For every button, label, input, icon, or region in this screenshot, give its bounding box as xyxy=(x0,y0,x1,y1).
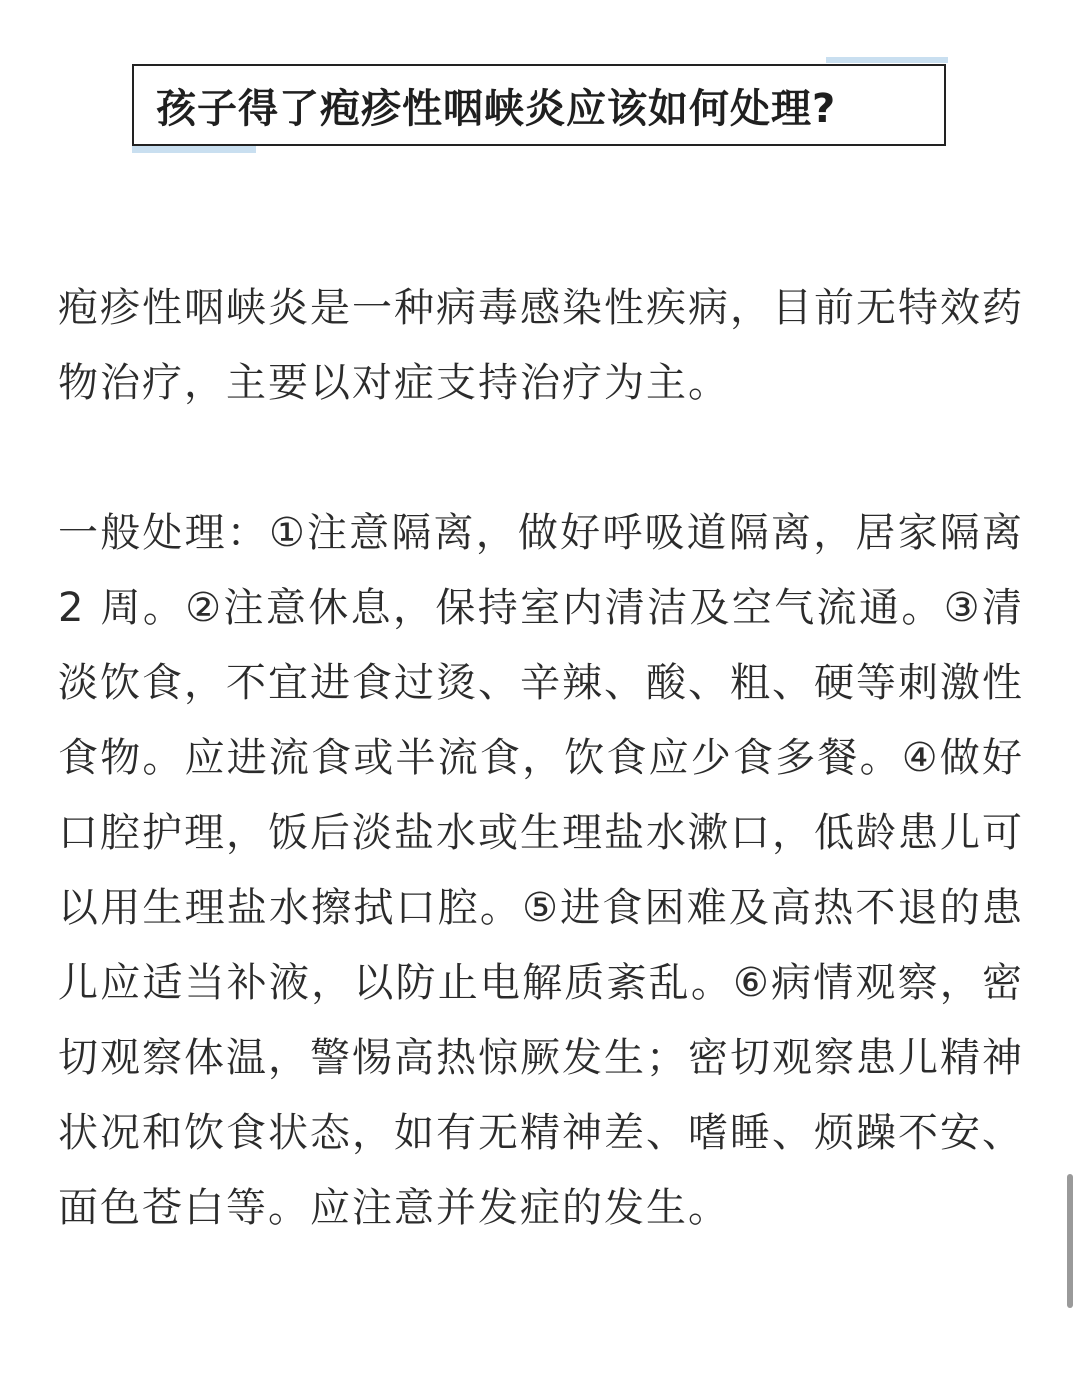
intro-paragraph: 疱疹性咽峡炎是一种病毒感染性疾病，目前无特效药物治疗，主要以对症支持治疗为主。 xyxy=(58,285,1024,406)
article-title: 孩子得了疱疹性咽峡炎应该如何处理? xyxy=(156,85,837,132)
title-accent-bottom xyxy=(132,146,256,153)
vertical-scrollbar[interactable] xyxy=(1067,1174,1073,1308)
article-title-box xyxy=(132,64,946,146)
general-treatment-paragraph: 一般处理：①注意隔离，做好呼吸道隔离，居家隔离 2 周。②注意休息，保持室内清洁及空气流通。③清淡饮食，不宜进食过烫、辛辣、酸、粗、硬等刺激性食物。应进流食或半流食，饮食应少食多餐。④做好口腔护理，饭后淡盐水或生理盐水漱口，低龄患儿可以用生理盐水擦拭口腔。⑤进食困难及高热不退的患儿应适当补液，以防止电解质紊乱。⑥病情观察，密切观察体温，警惕高热惊厥发生；密切观察患儿精神状况和饮食状态，如有无精神差、嗜睡、烦躁不安、面色苍白等。应注意并发症的发生。 xyxy=(58,510,1024,1231)
title-accent-top xyxy=(826,57,948,63)
